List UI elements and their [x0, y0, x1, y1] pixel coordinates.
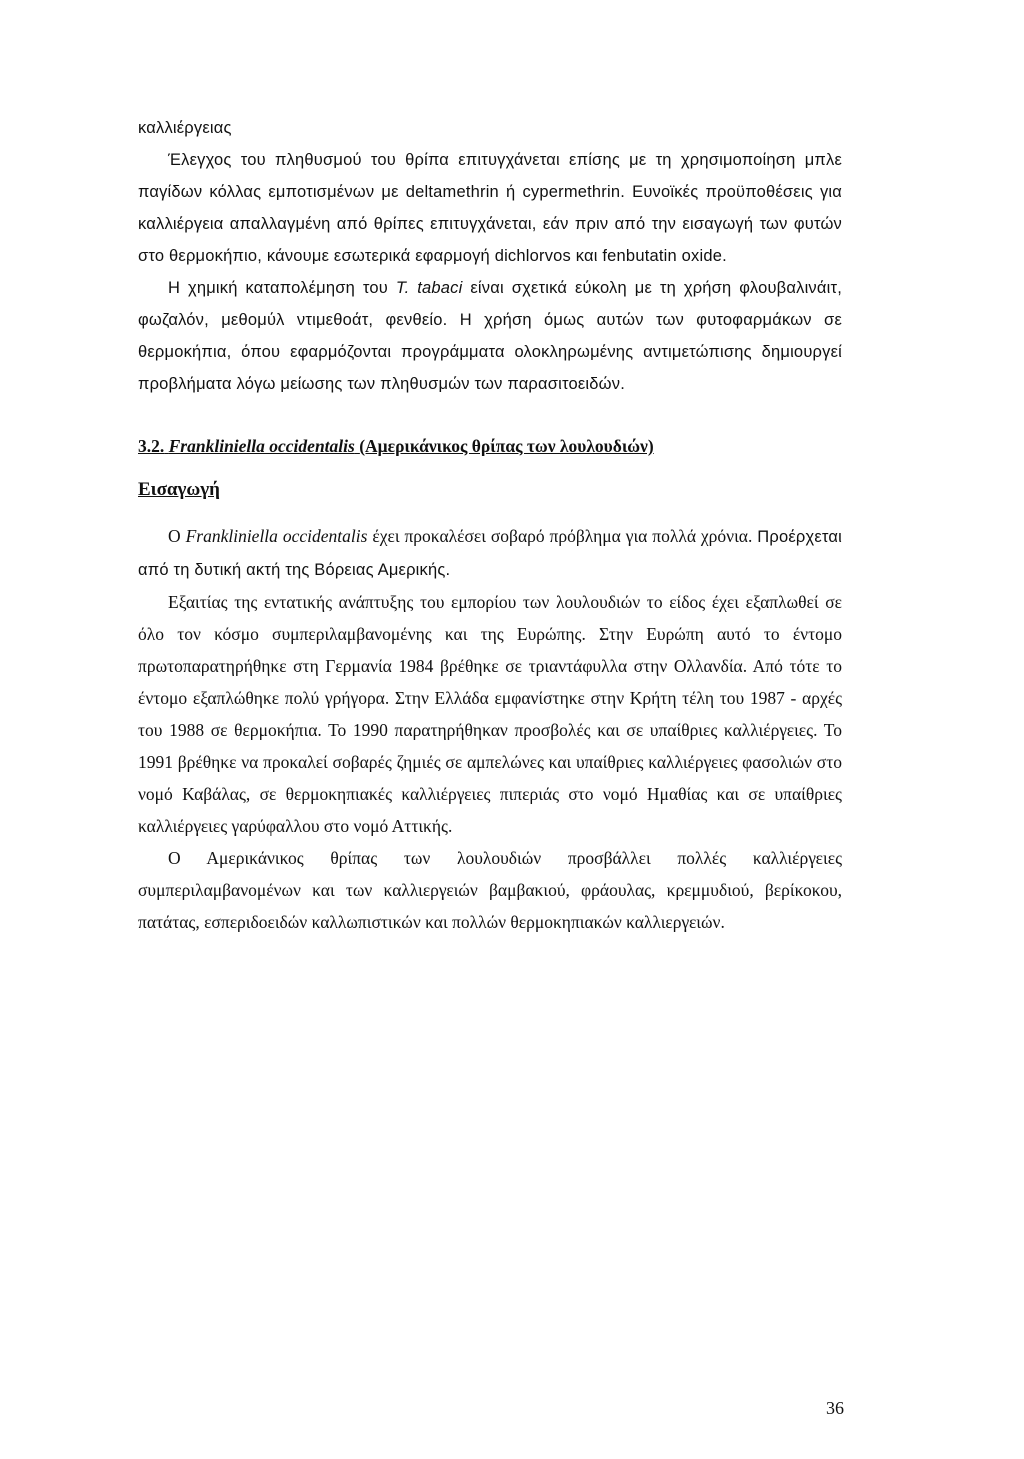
continued-word — [138, 112, 842, 144]
species-name-tabaci: T. tabaci — [395, 279, 463, 297]
origin-lead: Ο — [168, 526, 186, 546]
spacer — [138, 506, 842, 520]
paragraph-blue-traps: Έλεγχος του πληθυσμού του θρίπα επιτυγχάνεται επίσης με τη χρησιμοποίηση μπλε παγίδων κόλλας εμποτισμένων με deltamethrin ή cypermethrin. Ευνοϊκές προϋποθέσεις για καλλιέργεια απαλλαγμένη από θρίπες επιτυγχάνεται, εάν πριν από την εισαγωγή των φυτών στο θερμοκήπιο, κάνουμε εσωτερικά εφαρμογή dichlorvos και fenbutatin oxide. — [138, 151, 842, 265]
paragraph-chemical-control — [138, 272, 842, 400]
paragraph-origin — [138, 520, 842, 586]
section-number: 3.2. — [138, 436, 165, 456]
section-species: Frankliniella occidentalis — [168, 436, 355, 456]
origin-species: Frankliniella occidentalis — [185, 526, 368, 546]
page-number: 36 — [826, 1398, 844, 1418]
intro-heading: Εισαγωγή — [138, 479, 220, 500]
paragraph-host-crops: Ο Αμερικάνικος θρίπας των λουλουδιών προσβάλλει πολλές καλλιέργειες συμπεριλαμβανομένων και των καλλιεργειών βαμβακιού, φράουλας, κρεμμυδιού, βερίκοκου, πατάτας, εσπεριδοειδών καλλωπιστικών και πολλών θερμοκηπιακών καλλιεργειών. — [138, 848, 842, 932]
chemical-control-rest: είναι σχετικά εύκολη με τη χρήση φλουβαλινάιτ, φωζαλόν, μεθομύλ ντιμεθοάτ, φενθείο. Η χρήση όμως αυτών των φυτοφαρμάκων σε θερμοκήπια, όπου εφαρμόζονται προγράμματα ολοκληρωμένης αντιμετώπισης δημιουργεί προβλήματα λόγω μείωσης των πληθυσμών των παρασιτοειδών. — [138, 279, 842, 393]
section-heading — [138, 430, 842, 462]
continued-word-text: καλλιέργειας — [138, 119, 232, 137]
paragraph-spread: Εξαιτίας της εντατικής ανάπτυξης του εμπορίου των λουλουδιών το είδος έχει εξαπλωθεί σε όλο τον κόσμο συμπεριλαμβανομένης και της Ευρώπης. Στην Ευρώπη αυτό το έντομο πρωτοπαρατηρήθηκε στη Γερμανία 1984 βρέθηκε σε τριαντάφυλλα στην Ολλανδία. Από τότε το έντομο εξαπλώθηκε πολύ γρήγορα. Στην Ελλάδα εμφανίστηκε στην Κρήτη τέλη του 1987 - αρχές του 1988 σε θερμοκήπια. Το 1990 παρατηρήθηκαν προσβολές και σε υπαίθριες καλλιέργειες. Το 1991 βρέθηκε να προκαλεί σοβαρές ζημιές σε αμπελώνες και υπαίθριες καλλιέργειες φασολιών στο νομό Καβάλας, σε θερμοκηπιακές καλλιέργειες πιπεριάς στο νομό Ημαθίας και σε υπαίθριες καλλιέργειες γαρύφαλλου στο νομό Αττικής. — [138, 592, 842, 836]
origin-sans-tail: Προέρχεται από τη δυτική ακτή της Βόρειας Αμερικής. — [138, 528, 843, 579]
chemical-control-lead: Η χημική καταπολέμηση του — [168, 279, 396, 297]
section-common-name: (Αμερικάνικος θρίπας των λουλουδιών) — [359, 436, 654, 456]
document-page — [138, 112, 842, 938]
origin-rest: έχει προκαλέσει σοβαρό πρόβλημα για πολλά χρόνια. — [367, 526, 753, 546]
